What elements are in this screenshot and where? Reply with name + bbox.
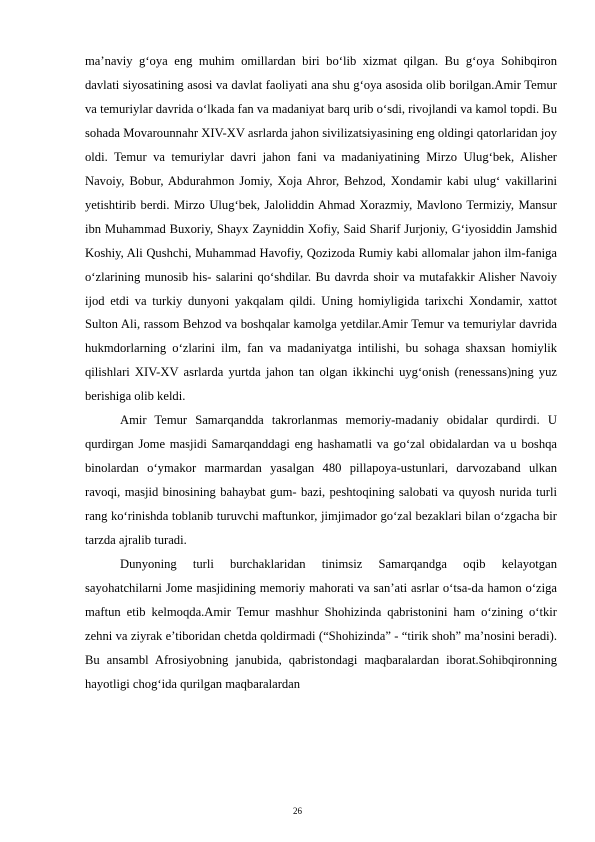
paragraph-shohizinda: Dunyoning turli burchaklaridan tinimsiz Samarqandga oqib kelayotgan sayohatchilarni Jome masjidining memoriy mahorati va san’ati asrlar o‘tsa-da hamon o‘ziga maftun etib kelmoqda.Amir Temur mashhur Shohizinda qabristonini ham o‘zining o‘tkir zehni va ziyrak e’tiboridan chetda qoldirmadi (“Shohizinda” - “tirik shoh” ma’nosini beradi). Bu ansambl Afrosiyobning janubida, qabristondagi maqbaralardan iborat.Sohibqironning hayotligi chog‘ida qurilgan maqbaralardan <box>85 557 557 691</box>
page-number: 26 <box>293 806 302 816</box>
paragraph-continuation: ma’naviy g‘oya eng muhim omillardan biri bo‘lib xizmat qilgan. Bu g‘oya Sohibqiron davlati siyosatining asosi va davlat faoliyati ana shu g‘oya asosida olib borilgan.Amir Temur va temuriylar davrida o‘lkada fan va madaniyat barq urib o‘sdi, rivojlandi va kamol topdi. Bu sohada Movarounnahr XIV-XV asrlarda jahon sivilizatsiyasining eng oldingi qatorlaridan joy oldi. Temur va temuriylar davri jahon fani va madaniyatining Mirzo Ulug‘bek, Alisher Navoiy, Bobur, Abdurahmon Jomiy, Xoja Ahror, Behzod, Xondamir kabi ulug‘ vakillarini yetishtirib berdi. Mirzo Ulug‘bek, Jaloliddin Ahmad Xorazmiy, Mavlono Termiziy, Mansur ibn Muhammad Buxoriy, Shayx Zayniddin Xofiy, Said Sharif Jurjoniy, G‘iyosiddin Jamshid Koshiy, Ali Qushchi, Muhammad Havofiy, Qozizoda Rumiy kabi allomalar jahon ilm-faniga o‘zlarining munosib his- salarini qo‘shdilar. Bu davrda shoir va mutafakkir Alisher Navoiy ijod etdi va turkiy dunyoni yakqalam qildi. Uning homiyligida tarixchi Xondamir, xattot Sulton Ali, rassom Behzod va boshqalar kamolga yetdilar.Amir Temur va temuriylar davrida hukmdorlarning o‘zlarini ilm, fan va madaniyatga intilishi, bu sohaga shaxsan homiylik qilishlari XIV-XV asrlarda yurtda jahon tan olgan ikkinchi uyg‘onish (renessans)ning yuz berishiga olib keldi. <box>85 54 557 404</box>
paragraph-jome-mosque: Amir Temur Samarqandda takrorlanmas memoriy-madaniy obidalar qurdirdi. U qurdirgan Jome masjidi Samarqanddagi eng hashamatli va go‘zal obidalardan va u boshqa binolardan o‘ymakor marmardan yasalgan 480 pillapoya-ustunlari, darvozaband ulkan ravoqi, masjid binosining bahaybat gum- bazi, peshtoqining salobati va quyosh nurida turli rang ko‘rinishda toblanib turuvchi maftunkor, jimjimador go‘zal bezaklari bilan o‘zgacha bir tarzda ajralib turadi. <box>85 413 557 548</box>
document-body <box>85 50 557 697</box>
